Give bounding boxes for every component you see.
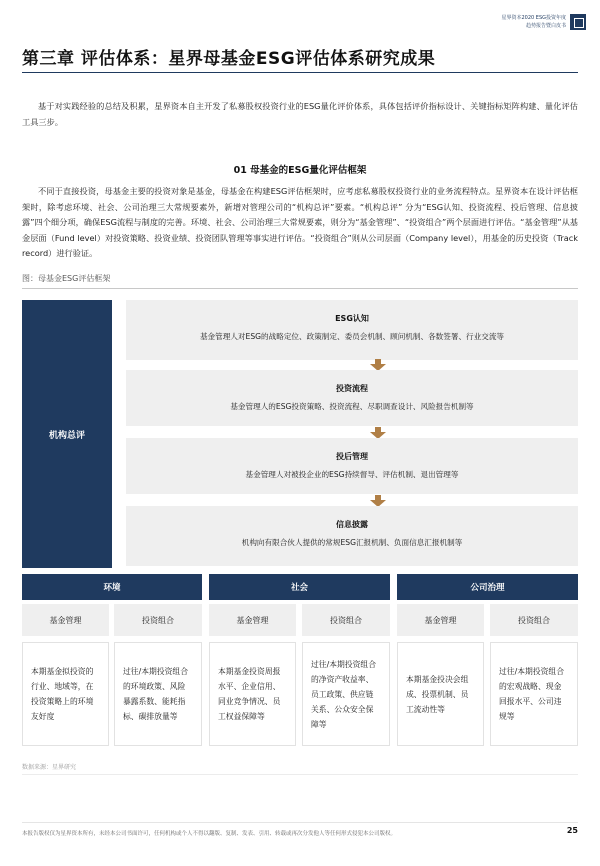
footer-copyright: 本报告版权仅为星界资本所有，未经本公司书面许可，任何机构或个人不得以翻版、复制、发表、引用、转载或再次分发他人等任何形式侵犯本公司版权。 xyxy=(22,831,397,837)
org-review-box: 机构总评 xyxy=(22,300,112,568)
criteria-text: 本期基金拟投资的行业、地域等，在投资策略上的环境友好度 xyxy=(31,667,94,721)
source-note: 数据来源：星界研究 xyxy=(22,764,77,771)
title-divider xyxy=(22,72,578,73)
sub-label-fund-management: 基金管理 xyxy=(22,604,109,636)
stage-desc: 基金管理人对被投企业的ESG持续督导、评估机制、退出管理等 xyxy=(245,470,459,479)
sub-label-fund-management: 基金管理 xyxy=(397,604,484,636)
criteria-cell xyxy=(114,642,202,746)
stage-desc: 基金管理人的ESG投资策略、投资流程、尽职调查设计、风险报告机制等 xyxy=(230,402,474,411)
stage-esg-awareness xyxy=(126,300,578,360)
stage-post-investment xyxy=(126,438,578,494)
logo-text xyxy=(501,14,566,30)
stage-title: ESG认知 xyxy=(335,314,369,323)
sub-label-portfolio: 投资组合 xyxy=(490,604,578,636)
stage-desc: 基金管理人对ESG的战略定位、政策制定、委员会机制、顾问机制、各数签署、行业交流等 xyxy=(199,332,505,341)
criteria-text: 过往/本期投资组合的净资产收益率、员工政策、供应链关系、公众安全保障等 xyxy=(311,659,377,729)
stage-title: 投后管理 xyxy=(336,452,368,461)
logo-text-line1: 星界资本2020 ESG投资年度 xyxy=(501,15,566,21)
stage-desc: 机构向有限合伙人提供的常规ESG汇报机制、负面信息汇报机制等 xyxy=(241,538,463,547)
source-divider xyxy=(22,774,578,775)
figure-caption: 图：母基金ESG评估框架 xyxy=(22,274,111,283)
category-social: 社会 xyxy=(209,574,390,600)
criteria-cell xyxy=(397,642,484,746)
intro-paragraph: 基于对实践经验的总结及积累，星界资本自主开发了私募股权投资行业的ESG量化评价体系，具体包括评价指标设计、关键指标矩阵构建、量化评估工具三步。 xyxy=(22,101,578,127)
logo-mark-icon xyxy=(570,14,586,30)
criteria-cell xyxy=(490,642,578,746)
logo-text-line2: 趋势报告暨白皮书 xyxy=(525,23,566,29)
criteria-text: 过往/本期投资组合的宏观战略、现金回报水平、公司违规等 xyxy=(499,667,565,721)
stage-investment-process xyxy=(126,370,578,426)
section-title: 01 母基金的ESG量化评估框架 xyxy=(233,165,367,176)
category-environment: 环境 xyxy=(22,574,202,600)
criteria-text: 本期基金投决会组成、投票机制、员工流动性等 xyxy=(406,674,469,714)
sub-label-fund-management: 基金管理 xyxy=(209,604,296,636)
criteria-cell xyxy=(22,642,109,746)
stage-disclosure xyxy=(126,506,578,566)
page-number: 25 xyxy=(566,826,578,835)
stage-title: 投资流程 xyxy=(336,384,368,393)
body-paragraph: 不同于直接投资，母基金主要的投资对象是基金，母基金在构建ESG评估框架时，应考虑私募股权投资行业的业务流程特点。星界资本在设计评估框架时，除考虑环境、社会、公司治理三大常规要素外，新增对管理公司的“机构总评”要素。“机构总评” 分为“ESG认知、投资流程、投后管理、信息披露”四个细分项，确保ESG流程与制度的完善。环境、社会、公司治理三大常规要素，则分为“基金管理”、“投资组合”两个层面进行评估。“基金管理”从基金层面（Fund level）对投资策略、投资业绩、投资团队管理等事实进行评估。“投资组合”则从公司层面（Company level），用基金的历史投资（Track record）进行验证。 xyxy=(22,186,578,258)
sub-label-portfolio: 投资组合 xyxy=(302,604,390,636)
criteria-cell xyxy=(209,642,296,746)
figure-divider xyxy=(22,288,578,289)
criteria-text: 过往/本期投资组合的环境政策、风险暴露系数、能耗指标、碳排放量等 xyxy=(123,667,189,721)
footer-divider xyxy=(22,822,578,823)
header-logo xyxy=(501,14,586,30)
category-governance: 公司治理 xyxy=(397,574,578,600)
sub-label-portfolio: 投资组合 xyxy=(114,604,202,636)
chapter-title: 第三章 评估体系：星界母基金ESG评估体系研究成果 xyxy=(22,49,436,69)
criteria-text: 本期基金投资周报水平、企业信用、同业竞争情况、员工权益保障等 xyxy=(218,667,281,721)
criteria-cell xyxy=(302,642,390,746)
stage-title: 信息披露 xyxy=(336,520,368,529)
